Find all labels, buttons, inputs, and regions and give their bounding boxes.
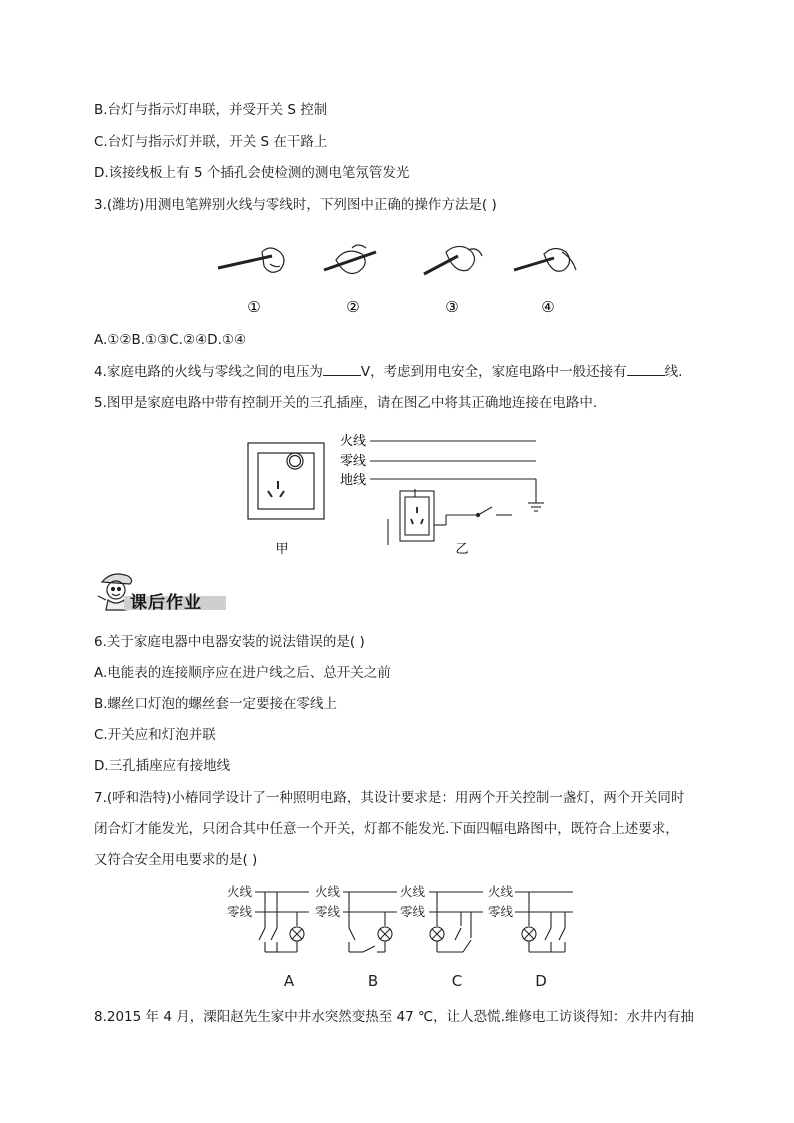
q3-label-1: ① — [247, 298, 261, 316]
q7-live-label-d: 火线 — [488, 884, 514, 899]
q2-option-c: C.台灯与指示灯并联，开关 S 在干路上 — [94, 134, 328, 150]
q5-stem: 5.图甲是家庭电路中带有控制开关的三孔插座，请在图乙中将其正确地连接在电路中. — [94, 395, 598, 411]
q3-answers: A.①②B.①③C.②④D.①④ — [94, 332, 247, 348]
circuit-c — [429, 892, 483, 952]
q7-live-label-a: 火线 — [227, 884, 253, 899]
q8-line-1: 8.2015 年 4 月，溧阳赵先生家中井水突然变热至 47 ℃，让人恐慌.维修电工访谈得知：水井内有抽 — [94, 1009, 694, 1025]
q6-option-a: A.电能表的连接顺序应在进户线之后、总开关之前 — [94, 665, 391, 681]
q3-stem: 3.(潍坊)用测电笔辨别火线与零线时，下列图中正确的操作方法是( ) — [94, 197, 497, 213]
q7-line-1: 7.(呼和浩特)小椿同学设计了一种照明电路，其设计要求是：用两个开关控制一盏灯，两个开关同时 — [94, 790, 685, 806]
q7-label-c: C — [451, 972, 463, 990]
q7-circuits-figure — [225, 880, 585, 992]
q7-neutral-label-a: 零线 — [227, 904, 253, 919]
q7-label-b: B — [367, 972, 379, 990]
q4-stem — [94, 361, 682, 382]
q7-live-label-b: 火线 — [315, 884, 341, 899]
q4-blank-voltage[interactable] — [323, 361, 361, 376]
q5-label-jia: 甲 — [275, 542, 289, 557]
hand-pen-icon — [324, 245, 376, 274]
q6-option-d: D.三孔插座应有接地线 — [94, 758, 231, 774]
q7-neutral-label-d: 零线 — [488, 904, 514, 919]
q5-wire-ground: 地线 — [340, 473, 367, 488]
q7-live-label-c: 火线 — [400, 884, 426, 899]
q5-socket-figure — [240, 425, 560, 565]
hand-pen-icon — [424, 246, 482, 274]
q4-part1: 4.家庭电路的火线与零线之间的电压为 — [94, 364, 323, 380]
circuit-d — [515, 892, 573, 952]
q7-line-3: 又符合安全用电要求的是( ) — [94, 852, 258, 868]
hand-pen-icon — [218, 248, 284, 272]
q7-neutral-label-c: 零线 — [400, 904, 426, 919]
switch-icon — [478, 507, 492, 515]
q3-label-4: ④ — [541, 298, 555, 316]
q6-option-c: C.开关应和灯泡并联 — [94, 727, 216, 743]
q4-part3: 线. — [664, 364, 683, 380]
q4-part2: V，考虑到用电安全，家庭电路中一般还接有 — [360, 364, 627, 380]
q6-stem: 6.关于家庭电器中电器安装的说法错误的是( ) — [94, 634, 365, 650]
homework-banner-text: 课后作业 — [130, 593, 202, 613]
q5-wire-neutral: 零线 — [340, 454, 367, 469]
circuit-b — [343, 892, 397, 952]
homework-banner — [92, 566, 232, 614]
q2-option-b: B.台灯与指示灯串联，并受开关 S 控制 — [94, 102, 328, 118]
q7-label-d: D — [535, 972, 547, 990]
circuit-a — [255, 892, 309, 952]
q5-wire-live: 火线 — [340, 434, 367, 449]
q7-label-a: A — [283, 972, 295, 990]
socket-panel-icon — [248, 443, 324, 519]
q7-neutral-label-b: 零线 — [315, 904, 341, 919]
hand-pen-icon — [514, 248, 576, 271]
q3-test-pen-figure — [210, 238, 590, 318]
q2-option-d: D.该接线板上有 5 个插孔会使检测的测电笔氖管发光 — [94, 165, 410, 181]
q3-label-3: ③ — [445, 298, 459, 316]
q3-label-2: ② — [346, 298, 360, 316]
q5-label-yi: 乙 — [455, 542, 469, 557]
q6-option-b: B.螺丝口灯泡的螺丝套一定要接在零线上 — [94, 696, 338, 712]
q7-line-2: 闭合灯才能发光，只闭合其中任意一个开关，灯都不能发光.下面四幅电路图中，既符合上述要求， — [94, 821, 679, 837]
q4-blank-wire[interactable] — [627, 361, 665, 376]
